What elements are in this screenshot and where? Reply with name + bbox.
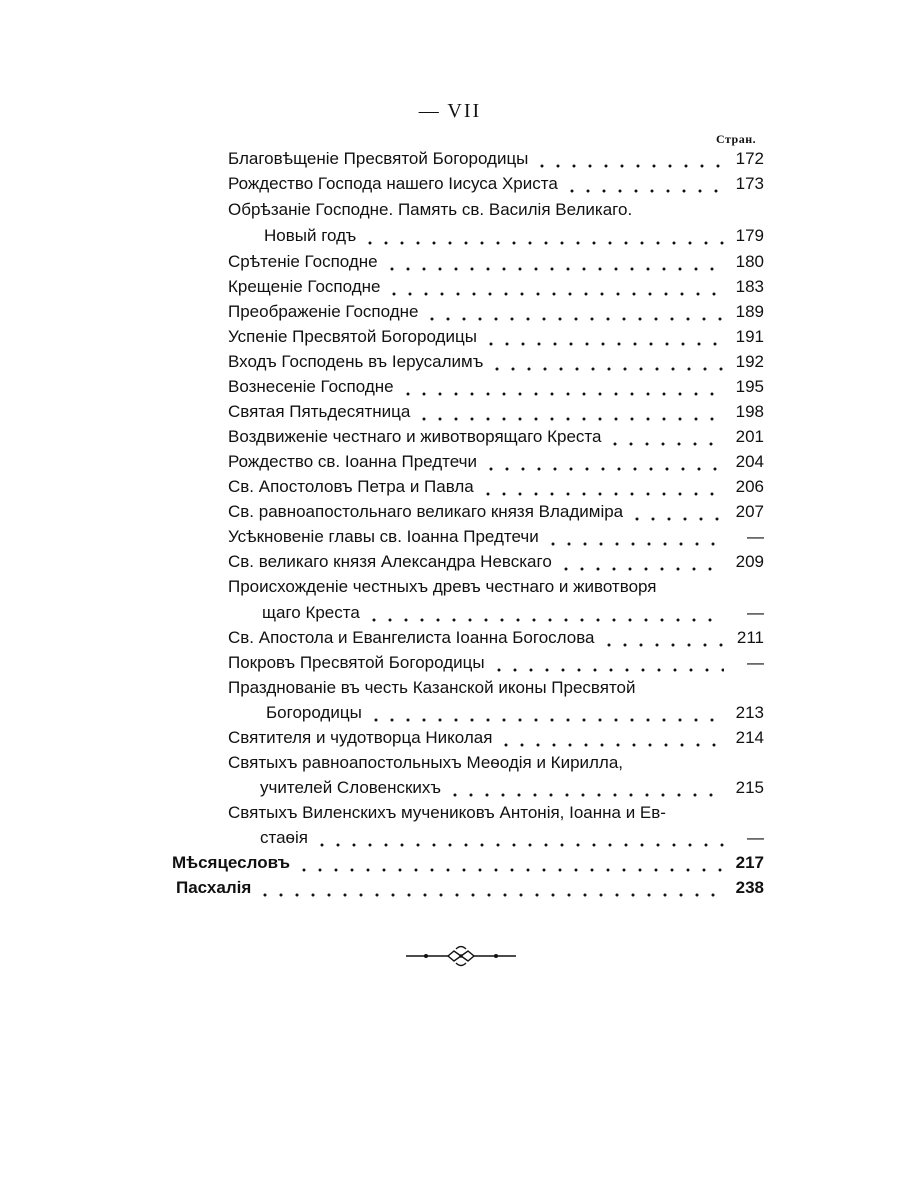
dot-leader	[480, 476, 724, 498]
toc-entry	[228, 451, 764, 473]
toc-entry	[228, 501, 764, 523]
toc-entry-title: Воздвиженіе честнаго и животворящаго Креста	[228, 427, 602, 446]
toc-entry-title: Святыхъ Виленскихъ мучениковъ Антонія, Іоанна и Ев-	[228, 803, 666, 822]
dot-leader	[483, 326, 724, 348]
toc-entry-page: 192	[735, 352, 764, 371]
toc-entry-title: щаго Креста	[262, 603, 360, 622]
toc-entry-title: Св. Апостоловъ Петра и Павла	[228, 477, 474, 496]
toc-entry-page: 180	[735, 252, 764, 271]
toc-entry-title: Благовѣщеніе Пресвятой Богородицы	[228, 149, 529, 168]
dot-leader	[558, 551, 724, 573]
toc-entry	[228, 199, 764, 221]
dot-leader	[545, 526, 724, 548]
toc-entry	[228, 652, 764, 674]
toc-entry-page: 191	[735, 327, 764, 346]
toc-entry-page: 214	[735, 728, 764, 747]
dot-leader	[489, 351, 724, 373]
toc-entry-title: Св. великаго князя Александра Невскаго	[228, 552, 552, 571]
dot-leader	[607, 426, 724, 448]
dot-leader	[491, 652, 724, 674]
toc-entry-page: 195	[735, 377, 764, 396]
toc-entry-page: 198	[735, 402, 764, 421]
toc-entry	[228, 376, 764, 398]
toc-entry-title: Рождество Господа нашего Іисуса Христа	[228, 174, 558, 193]
toc-entry	[228, 677, 764, 699]
toc-entry-page: 172	[735, 149, 764, 168]
toc-entry-page: 215	[735, 778, 764, 797]
toc-section	[176, 877, 764, 899]
toc-entry-page: 173	[735, 174, 764, 193]
toc-section-page: 238	[735, 878, 764, 897]
toc-entry-page: 209	[735, 552, 764, 571]
toc-entry	[228, 276, 764, 298]
toc-entry-page: 183	[735, 277, 764, 296]
toc-entry	[228, 173, 764, 195]
toc-entry-page: —	[747, 653, 764, 672]
toc-entry-title: Преображеніе Господне	[228, 302, 419, 321]
dot-leader	[564, 173, 724, 195]
dot-leader	[296, 852, 724, 874]
toc-entry	[228, 351, 764, 373]
toc-entry-title: Успеніе Пресвятой Богородицы	[228, 327, 477, 346]
toc-entry	[228, 148, 764, 170]
toc-entry	[228, 326, 764, 348]
toc-entry-page: 201	[735, 427, 764, 446]
toc-entry-title: Рождество св. Іоанна Предтечи	[228, 452, 477, 471]
toc-entry-page: 211	[736, 628, 764, 647]
page-number: — VII	[418, 100, 482, 122]
dot-leader	[534, 148, 724, 170]
toc-entry-title: Святителя и чудотворца Николая	[228, 728, 493, 747]
toc-section-title: Пасхалія	[176, 878, 252, 897]
toc-entry-page: —	[747, 603, 764, 622]
toc-entry-title: Покровъ Пресвятой Богородицы	[228, 653, 485, 672]
toc-entry-page: 189	[735, 302, 764, 321]
toc-entry-continuation	[262, 602, 764, 624]
toc-entry-title: Крещеніе Господне	[228, 277, 381, 296]
dot-leader	[362, 225, 724, 247]
toc-entry	[228, 426, 764, 448]
toc-entry-page: —	[747, 527, 764, 546]
page-column-header: Стран.	[716, 132, 757, 146]
toc-section	[172, 852, 764, 874]
toc-entry-title: Происхожденіе честныхъ древъ честнаго и животворя	[228, 577, 657, 596]
toc-entry	[228, 727, 764, 749]
toc-entry-title: Обрѣзаніе Господне. Память св. Василія Великаго.	[228, 200, 633, 219]
toc-entry	[228, 476, 764, 498]
toc-entry-continuation	[260, 777, 764, 799]
toc-entry-title: Празднованіе въ честь Казанской иконы Пресвятой	[228, 678, 636, 697]
dot-leader	[400, 376, 724, 398]
toc-entry	[228, 551, 764, 573]
toc-entry-continuation	[266, 702, 764, 724]
toc-section-title: Мѣсяцесловъ	[172, 853, 290, 872]
toc-entry-title: Входъ Господень въ Іерусалимъ	[228, 352, 484, 371]
toc-entry	[228, 802, 764, 824]
toc-entry-continuation	[260, 827, 764, 849]
toc-entry-title: Св. Апостола и Евангелиста Іоанна Богослова	[228, 628, 595, 647]
toc-entry-title: Срѣтеніе Господне	[228, 252, 378, 271]
toc-entry	[228, 526, 764, 548]
toc-entry-page: —	[747, 828, 764, 847]
dot-leader	[424, 301, 724, 323]
toc-entry-page: 179	[735, 226, 764, 245]
dot-leader	[384, 251, 724, 273]
toc-entry-title: Богородицы	[266, 703, 362, 722]
dot-leader	[447, 777, 724, 799]
toc-entry-title: Святыхъ равноапостольныхъ Меѳодія и Кирилла,	[228, 753, 624, 772]
toc-entry	[228, 401, 764, 423]
toc-entry-page: 207	[735, 502, 764, 521]
dot-leader	[498, 727, 724, 749]
dot-leader	[386, 276, 724, 298]
toc-entry-title: Св. равноапостольнаго великаго князя Владиміра	[228, 502, 624, 521]
dot-leader	[368, 702, 724, 724]
dot-leader	[366, 602, 724, 624]
dot-leader	[629, 501, 724, 523]
dot-leader	[416, 401, 724, 423]
toc-entry	[228, 752, 764, 774]
dot-leader	[483, 451, 724, 473]
toc-section-page: 217	[735, 853, 764, 872]
toc-entry-title: стаѳія	[260, 828, 308, 847]
dot-leader	[601, 627, 724, 649]
toc-entry-page: 204	[735, 452, 764, 471]
toc-entry	[228, 576, 764, 598]
toc-entry-continuation	[264, 225, 764, 247]
toc-entry-title: Вознесеніе Господне	[228, 377, 394, 396]
toc-entry	[228, 251, 764, 273]
toc-entry-page: 206	[735, 477, 764, 496]
dot-leader	[314, 827, 724, 849]
toc-entry-title: учителей Словенскихъ	[260, 778, 442, 797]
toc-entry-title: Новый годъ	[264, 226, 357, 245]
ornament-divider-icon	[404, 944, 518, 968]
toc-entry-title: Усѣкновеніе главы св. Іоанна Предтечи	[228, 527, 539, 546]
toc-entry-page: 213	[735, 703, 764, 722]
toc-entry	[228, 627, 764, 649]
toc-entry	[228, 301, 764, 323]
toc-entry-title: Святая Пятьдесятница	[228, 402, 411, 421]
dot-leader	[257, 877, 724, 899]
